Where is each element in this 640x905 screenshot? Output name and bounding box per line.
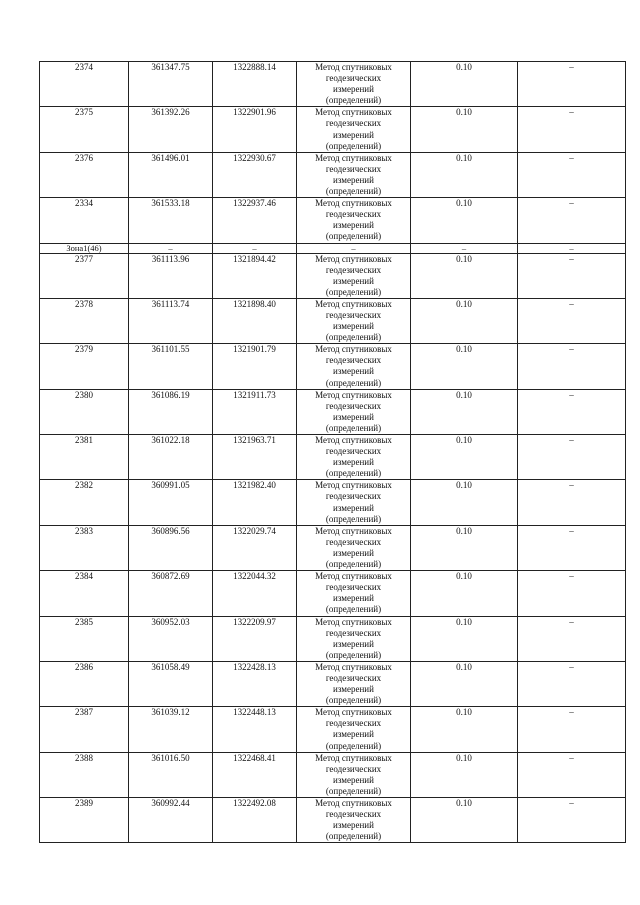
method-cell: Метод спутниковых геодезических измерений (определений) [297,389,411,434]
method-cell: Метод спутниковых геодезических измерений (определений) [297,525,411,570]
table-row [40,616,626,661]
accuracy-cell: 0.10 [411,389,518,434]
method-cell: Метод спутниковых геодезических измерений (определений) [297,198,411,243]
note-cell: – [518,752,626,797]
method-cell: Метод спутниковых геодезических измерений (определений) [297,435,411,480]
method-cell: Метод спутниковых геодезических измерений (определений) [297,798,411,843]
accuracy-cell: 0.10 [411,435,518,480]
method-cell: Метод спутниковых геодезических измерений (определений) [297,661,411,706]
point-number-cell: 2380 [40,389,129,434]
table-row [40,752,626,797]
table-row [40,389,626,434]
note-cell: – [518,198,626,243]
accuracy-cell: – [411,243,518,253]
note-cell: – [518,298,626,343]
method-cell: – [297,243,411,253]
note-cell: – [518,525,626,570]
x-coordinate-cell: 360991.05 [129,480,213,525]
method-cell: Метод спутниковых геодезических измерений (определений) [297,253,411,298]
x-coordinate-cell: 361058.49 [129,661,213,706]
y-coordinate-cell: 1322448.13 [213,707,297,752]
x-coordinate-cell: 361016.50 [129,752,213,797]
point-number-cell: 2376 [40,152,129,197]
note-cell: – [518,707,626,752]
point-number-cell: 2388 [40,752,129,797]
table-row [40,253,626,298]
accuracy-cell: 0.10 [411,107,518,152]
point-number-cell: 2382 [40,480,129,525]
table-row [40,707,626,752]
table-row [40,480,626,525]
method-cell: Метод спутниковых геодезических измерений (определений) [297,707,411,752]
y-coordinate-cell: 1322901.96 [213,107,297,152]
accuracy-cell: 0.10 [411,298,518,343]
y-coordinate-cell: 1321911.73 [213,389,297,434]
method-cell: Метод спутниковых геодезических измерений (определений) [297,571,411,616]
note-cell: – [518,389,626,434]
x-coordinate-cell: 361086.19 [129,389,213,434]
accuracy-cell: 0.10 [411,62,518,107]
point-number-cell: 2374 [40,62,129,107]
note-cell: – [518,107,626,152]
accuracy-cell: 0.10 [411,344,518,389]
y-coordinate-cell: 1321963.71 [213,435,297,480]
note-cell: – [518,152,626,197]
x-coordinate-cell: 361113.74 [129,298,213,343]
method-cell: Метод спутниковых геодезических измерений (определений) [297,344,411,389]
x-coordinate-cell: 360872.69 [129,571,213,616]
point-number-cell: 2389 [40,798,129,843]
note-cell: – [518,616,626,661]
x-coordinate-cell: – [129,243,213,253]
method-cell: Метод спутниковых геодезических измерений (определений) [297,752,411,797]
y-coordinate-cell: 1322492.08 [213,798,297,843]
x-coordinate-cell: 361113.96 [129,253,213,298]
accuracy-cell: 0.10 [411,661,518,706]
point-number-cell: 2383 [40,525,129,570]
x-coordinate-cell: 360896.56 [129,525,213,570]
y-coordinate-cell: 1322029.74 [213,525,297,570]
accuracy-cell: 0.10 [411,152,518,197]
point-number-cell: 2387 [40,707,129,752]
method-cell: Метод спутниковых геодезических измерений (определений) [297,107,411,152]
accuracy-cell: 0.10 [411,253,518,298]
table-row [40,435,626,480]
x-coordinate-cell: 361101.55 [129,344,213,389]
x-coordinate-cell: 361039.12 [129,707,213,752]
y-coordinate-cell: 1321982.40 [213,480,297,525]
table-row [40,344,626,389]
y-coordinate-cell: 1322428.13 [213,661,297,706]
note-cell: – [518,571,626,616]
accuracy-cell: 0.10 [411,571,518,616]
table-row [40,152,626,197]
point-number-cell: 2386 [40,661,129,706]
y-coordinate-cell: 1321894.42 [213,253,297,298]
point-number-cell: 2379 [40,344,129,389]
table-row [40,661,626,706]
point-number-cell: 2381 [40,435,129,480]
note-cell: – [518,480,626,525]
method-cell: Метод спутниковых геодезических измерений (определений) [297,298,411,343]
table-row [40,62,626,107]
x-coordinate-cell: 360952.03 [129,616,213,661]
point-number-cell: Зона1(46) [40,243,129,253]
point-number-cell: 2378 [40,298,129,343]
y-coordinate-cell: 1322209.97 [213,616,297,661]
coordinates-document [39,61,625,843]
note-cell: – [518,344,626,389]
point-number-cell: 2377 [40,253,129,298]
accuracy-cell: 0.10 [411,480,518,525]
accuracy-cell: 0.10 [411,752,518,797]
point-number-cell: 2384 [40,571,129,616]
x-coordinate-cell: 361347.75 [129,62,213,107]
point-number-cell: 2334 [40,198,129,243]
point-number-cell: 2385 [40,616,129,661]
note-cell: – [518,661,626,706]
table-row [40,198,626,243]
x-coordinate-cell: 361022.18 [129,435,213,480]
accuracy-cell: 0.10 [411,525,518,570]
x-coordinate-cell: 361392.26 [129,107,213,152]
y-coordinate-cell: 1321898.40 [213,298,297,343]
x-coordinate-cell: 360992.44 [129,798,213,843]
table-row [40,298,626,343]
note-cell: – [518,798,626,843]
accuracy-cell: 0.10 [411,798,518,843]
point-number-cell: 2375 [40,107,129,152]
x-coordinate-cell: 361496.01 [129,152,213,197]
method-cell: Метод спутниковых геодезических измерений (определений) [297,616,411,661]
coordinates-table-body [40,62,626,843]
y-coordinate-cell: 1321901.79 [213,344,297,389]
accuracy-cell: 0.10 [411,198,518,243]
table-row [40,525,626,570]
x-coordinate-cell: 361533.18 [129,198,213,243]
note-cell: – [518,62,626,107]
y-coordinate-cell: 1322937.46 [213,198,297,243]
method-cell: Метод спутниковых геодезических измерений (определений) [297,62,411,107]
table-row [40,107,626,152]
accuracy-cell: 0.10 [411,707,518,752]
coordinates-table [39,61,626,843]
method-cell: Метод спутниковых геодезических измерений (определений) [297,480,411,525]
method-cell: Метод спутниковых геодезических измерений (определений) [297,152,411,197]
y-coordinate-cell: 1322044.32 [213,571,297,616]
y-coordinate-cell: 1322468.41 [213,752,297,797]
note-cell: – [518,435,626,480]
zone-header-row [40,243,626,253]
accuracy-cell: 0.10 [411,616,518,661]
table-row [40,571,626,616]
note-cell: – [518,253,626,298]
note-cell: – [518,243,626,253]
y-coordinate-cell: 1322888.14 [213,62,297,107]
table-row [40,798,626,843]
y-coordinate-cell: – [213,243,297,253]
y-coordinate-cell: 1322930.67 [213,152,297,197]
